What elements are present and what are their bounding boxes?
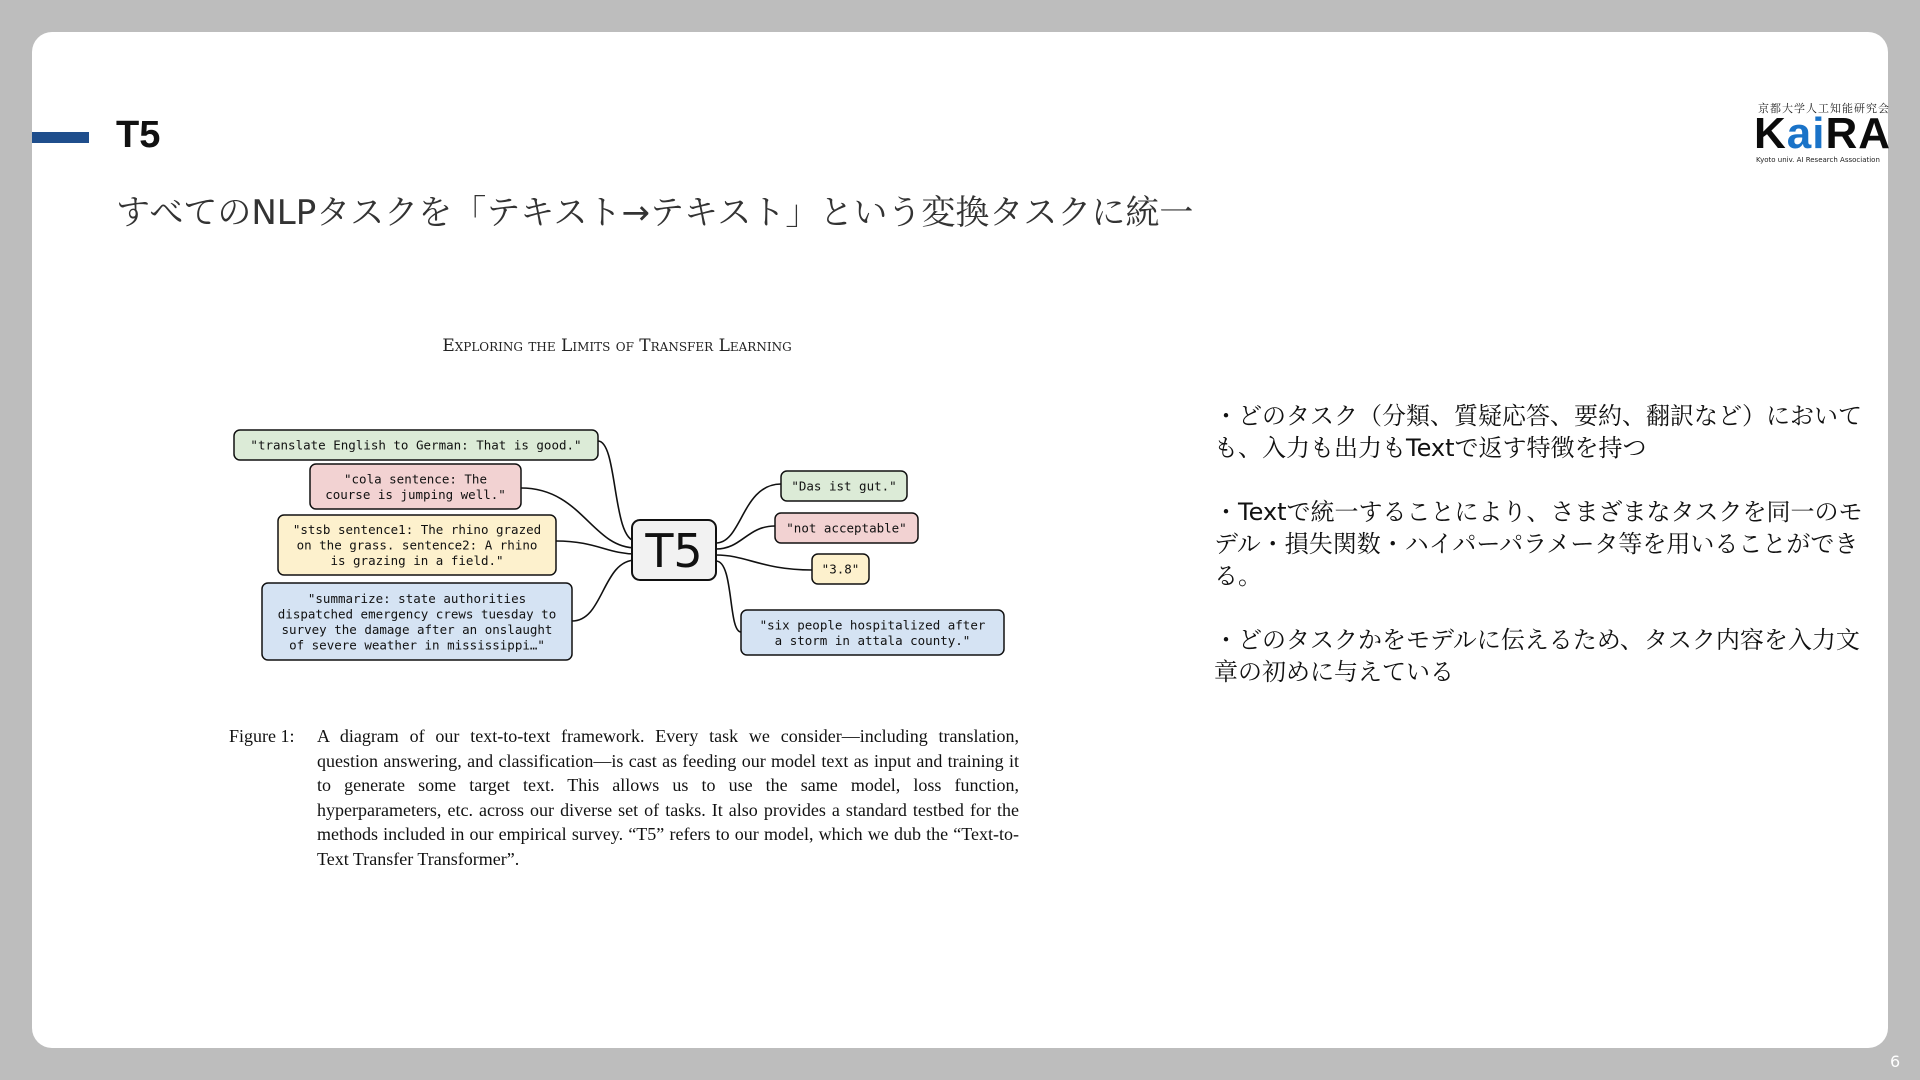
bullet-item: ・Textで統一することにより、さまざまなタスクを同一のモデル・損失関数・ハイパーパラメータ等を用いることができる。 [1214,498,1863,590]
input-boxes [234,430,598,660]
figure-caption [229,724,1019,871]
input-text-line: "stsb sentence1: The rhino grazed [292,522,542,537]
input-text-line: dispatched emergency crews tuesday to [277,606,557,622]
output-text-line: "3.8" [821,561,860,577]
input-text-line: "cola sentence: The [344,471,487,487]
page-number: 6 [1890,1052,1901,1071]
output-text-line: "Das ist gut." [791,478,897,494]
input-text-line: "summarize: state authorities [307,590,527,606]
input-text-line: survey the damage after an onslaught [281,621,553,637]
input-text-line: of severe weather in mississippi…" [289,637,545,653]
bullet-item: ・どのタスク（分類、質疑応答、要約、翻訳など）においても、入力も出力もTextで返す特徴を持つ [1214,402,1862,462]
logo-wordmark-suffix: RA [1825,109,1892,158]
bullet-item: ・どのタスクかをモデルに伝えるため、タスク内容を入力文章の初めに与えている [1214,626,1860,686]
logo-wordmark-accent: ai [1786,109,1826,158]
kaira-logo [1754,100,1900,164]
input-text-line: is grazing in a field." [330,553,504,568]
input-text-line: on the grass. sentence2: A rhino [296,537,538,553]
figure-caption-label: Figure 1: [229,726,295,746]
input-text-line: "translate English to German: That is good." [250,437,582,453]
input-text-line: course is jumping well." [325,486,506,502]
t5-diagram [222,428,1022,688]
slide-subtitle: すべてのNLPタスクを「テキスト→テキスト」という変換タスクに統一 [116,193,1194,233]
output-boxes [741,471,1004,655]
slide [32,32,1892,1048]
logo-japanese-text: 京都大学人工知能研究会 [1758,102,1890,115]
t5-model-label: T5 [645,524,703,578]
bullet-list [1214,400,1864,720]
output-text-line: a storm in attala county." [774,632,971,648]
figure-caption-text: A diagram of our text-to-text framework. Every task we consider—including translation, question answering, and classification—is cast as feeding our model text as input and training it to generate some target text. This allows us to use the same model, loss function, hyperparameters, etc. across our diverse set of tasks. It also provides a standard testbed for the methods included in our empirical survey. “T5” refers to our model, which we dub the “Text-to-Text Transfer Transformer”. [317,726,1019,869]
output-text-line: "six people hospitalized after [759,617,986,633]
output-text-line: "not acceptable" [786,520,907,536]
title-accent-bar [32,132,89,143]
slide-title: T5 [116,114,161,156]
paper-figure [222,328,1022,888]
paper-running-header: Exploring the Limits of Transfer Learning [442,336,792,356]
logo-wordmark [1754,109,1892,158]
logo-english-text: Kyoto univ. AI Research Association [1756,156,1880,164]
logo-wordmark-prefix: K [1754,109,1787,158]
